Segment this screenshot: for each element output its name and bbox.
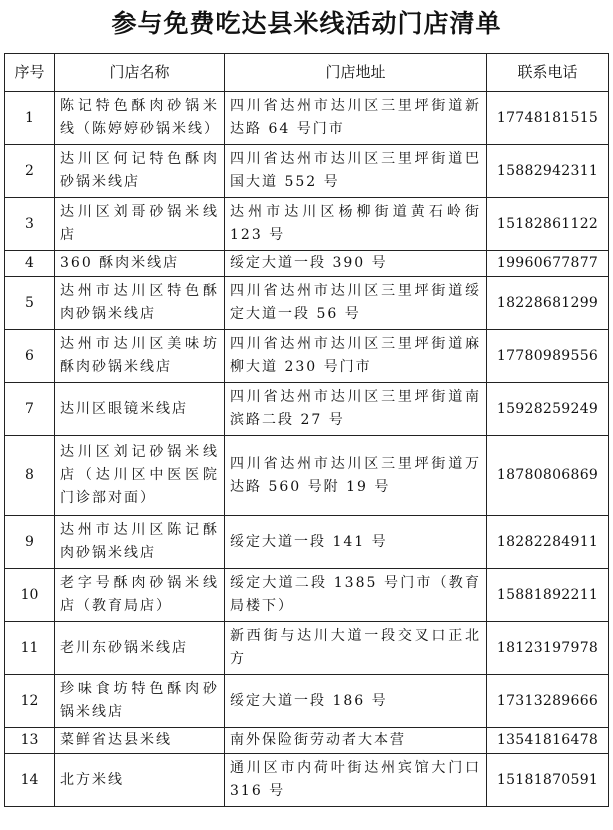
store-address: 新西街与达川大道一段交叉口正北方 xyxy=(225,622,487,675)
store-address: 达州市达川区杨柳街道黄石岭街 123 号 xyxy=(225,198,487,251)
table-row xyxy=(5,436,609,516)
table-row xyxy=(5,277,609,330)
table-row xyxy=(5,622,609,675)
store-name: 珍味食坊特色酥肉砂锅米线店 xyxy=(55,675,225,728)
store-phone: 18228681299 xyxy=(487,277,609,330)
store-name: 陈记特色酥肉砂锅米线（陈婷婷砂锅米线） xyxy=(55,92,225,145)
store-address: 绥定大道一段 390 号 xyxy=(225,251,487,277)
store-phone: 15882942311 xyxy=(487,145,609,198)
store-phone: 15881892211 xyxy=(487,569,609,622)
row-index: 14 xyxy=(5,754,55,807)
store-address: 四川省达州市达川区三里坪街道麻柳大道 230 号门市 xyxy=(225,330,487,383)
table-row xyxy=(5,251,609,277)
store-phone: 17748181515 xyxy=(487,92,609,145)
header-store-address: 门店地址 xyxy=(225,54,487,92)
store-name: 360 酥肉米线店 xyxy=(55,251,225,277)
store-address: 四川省达州市达川区三里坪街道南滨路二段 27 号 xyxy=(225,383,487,436)
row-index: 2 xyxy=(5,145,55,198)
store-name: 达川区刘哥砂锅米线店 xyxy=(55,198,225,251)
table-row xyxy=(5,330,609,383)
table-row xyxy=(5,383,609,436)
store-phone: 19960677877 xyxy=(487,251,609,277)
header-index: 序号 xyxy=(5,54,55,92)
row-index: 8 xyxy=(5,436,55,516)
store-phone: 15181870591 xyxy=(487,754,609,807)
row-index: 1 xyxy=(5,92,55,145)
store-address: 南外保险街劳动者大本营 xyxy=(225,728,487,754)
store-list-table xyxy=(4,53,609,807)
table-row xyxy=(5,516,609,569)
row-index: 9 xyxy=(5,516,55,569)
row-index: 3 xyxy=(5,198,55,251)
store-name: 达州市达川区陈记酥肉砂锅米线店 xyxy=(55,516,225,569)
store-phone: 18282284911 xyxy=(487,516,609,569)
store-address: 绥定大道一段 141 号 xyxy=(225,516,487,569)
row-index: 11 xyxy=(5,622,55,675)
table-row xyxy=(5,145,609,198)
store-address: 绥定大道一段 186 号 xyxy=(225,675,487,728)
table-header-row xyxy=(5,54,609,92)
store-phone: 15182861122 xyxy=(487,198,609,251)
row-index: 13 xyxy=(5,728,55,754)
row-index: 7 xyxy=(5,383,55,436)
store-address: 绥定大道二段 1385 号门市（教育局楼下） xyxy=(225,569,487,622)
store-phone: 15928259249 xyxy=(487,383,609,436)
row-index: 4 xyxy=(5,251,55,277)
row-index: 12 xyxy=(5,675,55,728)
store-name: 达州市达川区特色酥肉砂锅米线店 xyxy=(55,277,225,330)
table-row xyxy=(5,198,609,251)
table-row xyxy=(5,754,609,807)
store-address: 四川省达州市达川区三里坪街道绥定大道一段 56 号 xyxy=(225,277,487,330)
row-index: 5 xyxy=(5,277,55,330)
store-phone: 18780806869 xyxy=(487,436,609,516)
store-name: 菜鲜省达县米线 xyxy=(55,728,225,754)
table-row xyxy=(5,569,609,622)
table-row xyxy=(5,92,609,145)
table-row xyxy=(5,675,609,728)
row-index: 6 xyxy=(5,330,55,383)
store-address: 四川省达州市达川区三里坪街道新达路 64 号门市 xyxy=(225,92,487,145)
store-phone: 18123197978 xyxy=(487,622,609,675)
store-address: 四川省达州市达川区三里坪街道万达路 560 号附 19 号 xyxy=(225,436,487,516)
store-name: 北方米线 xyxy=(55,754,225,807)
store-address: 通川区市内荷叶街达州宾馆大门口 316 号 xyxy=(225,754,487,807)
store-name: 达川区刘记砂锅米线店（达川区中医医院门诊部对面） xyxy=(55,436,225,516)
store-name: 达川区眼镜米线店 xyxy=(55,383,225,436)
page-title: 参与免费吃达县米线活动门店清单 xyxy=(111,9,502,38)
table-row xyxy=(5,728,609,754)
header-phone: 联系电话 xyxy=(487,54,609,92)
store-name: 老字号酥肉砂锅米线店（教育局店） xyxy=(55,569,225,622)
header-store-name: 门店名称 xyxy=(55,54,225,92)
row-index: 10 xyxy=(5,569,55,622)
store-name: 老川东砂锅米线店 xyxy=(55,622,225,675)
store-name: 达州市达川区美味坊酥肉砂锅米线店 xyxy=(55,330,225,383)
store-address: 四川省达州市达川区三里坪街道巴国大道 552 号 xyxy=(225,145,487,198)
store-phone: 13541816478 xyxy=(487,728,609,754)
store-name: 达川区何记特色酥肉砂锅米线店 xyxy=(55,145,225,198)
store-phone: 17313289666 xyxy=(487,675,609,728)
store-phone: 17780989556 xyxy=(487,330,609,383)
